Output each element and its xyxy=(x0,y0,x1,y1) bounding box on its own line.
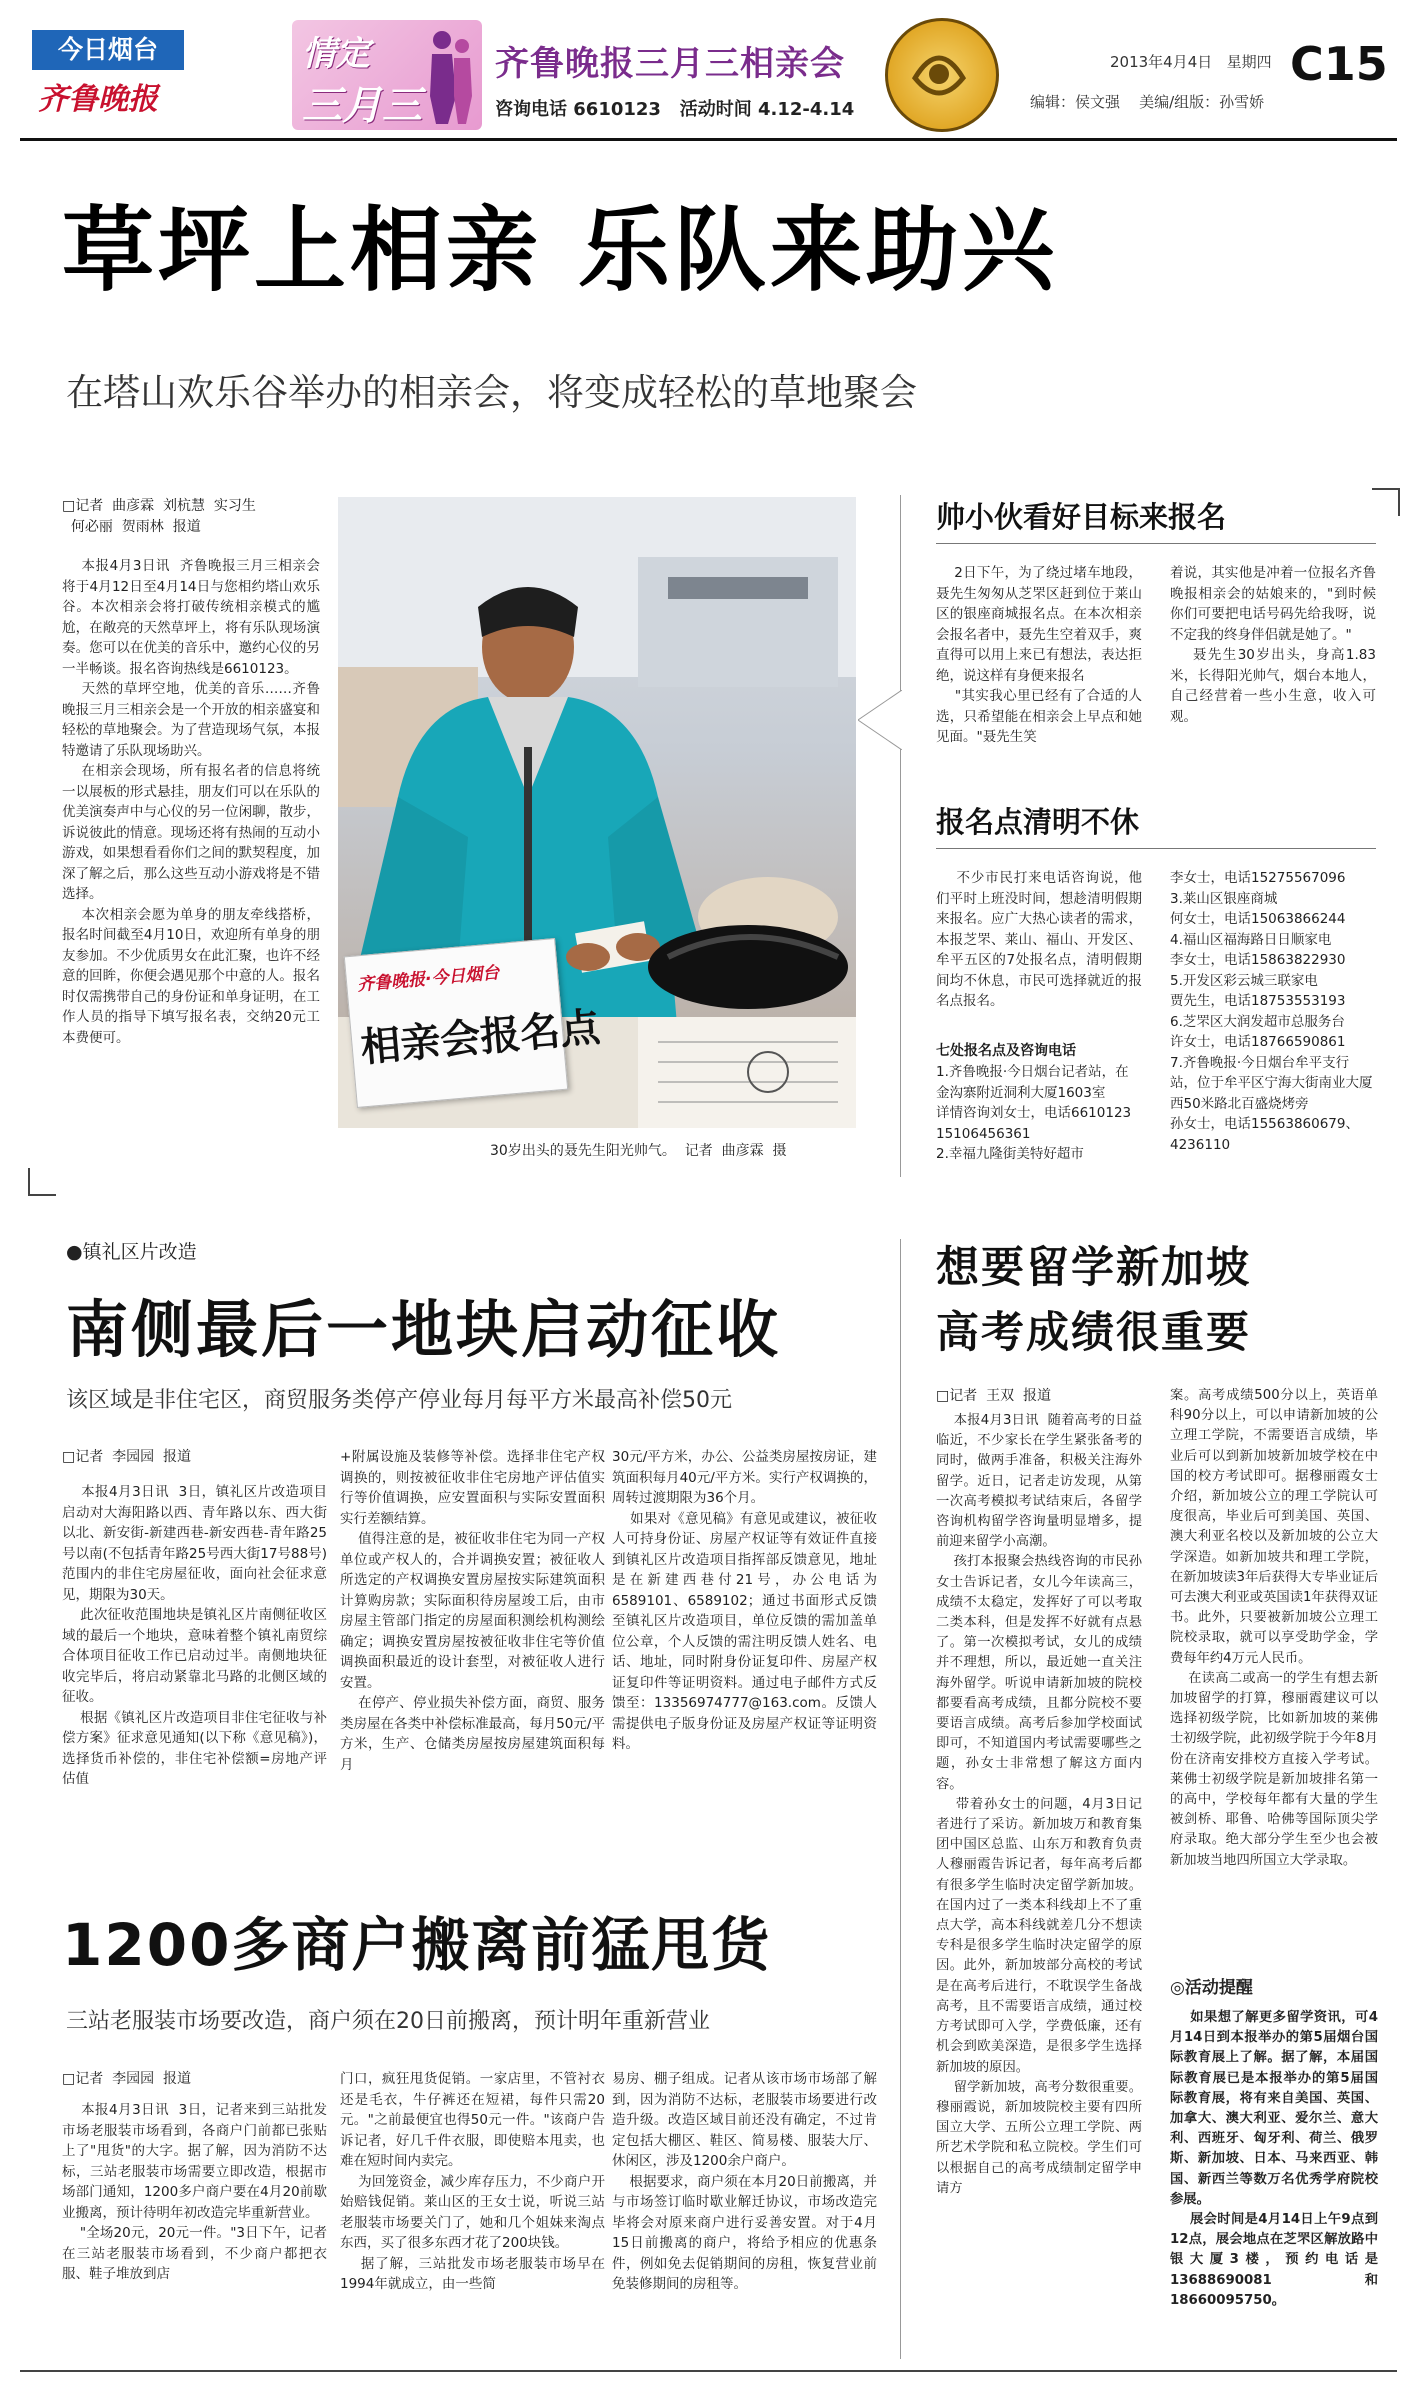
zhili-headline: 南侧最后一地块启动征收 xyxy=(66,1293,782,1366)
sidebar-divider xyxy=(900,495,901,1177)
lead-photo xyxy=(338,497,856,1128)
singapore-col2: 案。高考成绩500分以上，英语单科90分以上，可以申请新加坡的公立理工学院，不需要语言成绩，毕业后可以到新加坡新加坡学校在中国的校方考试即可。据穆丽霞女士介绍，新加坡公立的理工学院认可度很高，毕业后可到美国、英国、澳大利亚名校以及新加坡的公立大学深造。如新加坡共和理工学院，在新加坡读3年后获得大专毕业证后可去澳大利亚或英国读1年获得双证书。此外，只要被新加坡公立理工院校录取，就可以享受助学金，学费每年约4万元人民币。 在读高二或高一的学生有想去新加坡留学的打算，穆丽霞建议可以选择初级学院，比如新加坡的莱佛士初级学院，此初级学院于今年8月份在济南安排校方直接入学考试。莱佛士初级学院是新加坡排名第一的高中，学校每年都有大量的学生被剑桥、耶鲁、哈佛等国际顶尖学府录取。绝大部分学生至少也会被新加坡当地四所国立大学录取。 xyxy=(1170,1388,1378,1868)
couple-silhouette-icon xyxy=(422,26,474,126)
zhili-section-tag: ●镇礼区片改造 xyxy=(66,1241,197,1263)
lower-column-divider xyxy=(900,1239,901,2359)
event-logo-line1: 情定 xyxy=(302,34,370,74)
merchants-col1: 本报4月3日讯 3日，记者来到三站批发市场老服装市场看到，各商户门前都已张贴上了"甩货"的大字。据了解，因为消防不达标，三站老服装市场需要立即改造，根据市场部门通知，1200多户商户要在4月20前歇业搬离，预计待明年初改造完毕重新营业。 "全场20元，20元一件。"3日下午，记者在三站老服装市场看到，不少商户都把衣服、鞋子堆放到店 xyxy=(62,2102,327,2282)
sidebar2-list-col1: 1.齐鲁晚报·今日烟台记者站，在金沟寨附近洞利大厦1603室 详情咨询刘女士，电话6610123 15106456361 2.幸福九隆街美特好超市 xyxy=(936,1064,1132,1162)
merchants-col2: 门口，疯狂甩货促销。一家店里，不管衬衣还是毛衣，牛仔裤还在短裙，每件只需20元。"之前最便宜也得50元一件。"该商户告诉记者，好几千件衣服，即使赔本甩卖，也难在短时间内卖完。 为回笼资金，减少库存压力，不少商户开始赔钱促销。莱山区的王女士说，听说三站老服装市场要关门了，她和几个姐妹来淘点东西，买了很多东西才花了200块钱。 据了解，三站批发市场老服装市场早在1994年就成立，由一些简 xyxy=(340,2071,606,2292)
zhili-col1: 本报4月3日讯 3日，镇礼区片改造项目启动对大海阳路以西、青年路以东、西大街以北、新安街-新建西巷-新安西巷-青年路25号以南(不包括青年路25号西大街17号88号)范围内的非住宅房屋征收，面向社会征求意见，期限为30天。 此次征收范围地块是镇礼区片南侧征收区域的最后一个地块，意味着整个镇礼南贸综合体项目征收工作已启动过半。南侧地块征收完毕后，将启动紧靠北马路的北侧区域的征收。 根据《镇礼区片改造项目非住宅征收与补偿方案》征求意见通知(以下称《意见稿》)，选择货币补偿的，非住宅补偿额=房地产评估值 xyxy=(62,1484,328,1787)
page-bottom-rule xyxy=(20,2370,1397,2372)
zhili-subheadline: 该区域是非住宅区，商贸服务类停产停业每月每平方米最高补偿50元 xyxy=(66,1388,732,1413)
event-title: 齐鲁晚报三月三相亲会 xyxy=(495,44,845,84)
singapore-col1: 本报4月3日讯 随着高考的日益临近，不少家长在学生紧张备考的同时，做两手准备，积极关注海外留学。近日，记者走访发现，从第一次高考模拟考试结束后，各留学咨询机构留学咨询量明显增多，提前迎来留学小高潮。 孩打本报聚会热线咨询的市民孙女士告诉记者，女儿今年读高三，成绩不太稳定，发挥好了可以考取二类本科，但是发挥不好就有点悬了。第一次模拟考试，女儿的成绩并不理想，所以，最近她一直关注海外留学。听说申请新加坡的院校都要看高考成绩，且都分院校不要要语言成绩。高考后参加学校面试即可，不知道国内考试需要哪些之题，孙女士非常想了解这方面内容。 带着孙女士的问题，4月3日记者进行了采访。新加坡万和教育集团中国区总监、山东万和教育负责人穆丽霞告诉记者，每年高考后都有很多学生临时决定留学新加坡。在国内过了一类本科线却上不了重点大学，高本科线就差几分不想读专科是很多学生临时决定留学的原因。此外，新加坡部分高校的考试是在高考后进行，不耽误学生备战高考，且不需要语言成绩，通过校方考试即可入学，学费低廉，还有机会到欧美深造，是很多学生选择新加坡的原因。 留学新加坡，高考分数很重要。穆丽霞说，新加坡院校主要有四所国立大学、五所公立理工学院、两所艺术学院和私立院校。学生们可以根据自己的高考成绩制定留学申请方 xyxy=(936,1413,1142,2196)
lead-subheadline: 在塔山欢乐谷举办的相亲会，将变成轻松的草地聚会 xyxy=(66,371,917,414)
section-badge: 今日烟台 xyxy=(32,30,184,70)
issue-date: 2013年4月4日 星期四 xyxy=(1110,53,1272,71)
sidebar2-list-col2: 李女士，电话15275567096 3.莱山区银座商城 何女士，电话15063866244 4.福山区福海路日日顺家电 李女士，电话15863822930 5.开发区彩云城三联家电 贾先生，电话18753553193 6.芝罘区大润发超市总服务台 许女士，电话18766590861 7.齐鲁晚报·今日烟台牟平支行站，位于牟平区宁海大街南业大厦西50米路北百盛烧烤旁 孙女士，电话15563860679、4236110 xyxy=(1170,870,1373,1153)
zhili-byline: □记者 李园园 报道 xyxy=(62,1449,192,1465)
merchants-col3: 易房、棚子组成。记者从该市场市场部了解到，因为消防不达标，老服装市场要进行改造升级。改造区域目前还没有确定，不过肯定包括大棚区、鞋区、简易楼、服装大厅、休闲区，涉及1200余户商户。 根据要求，商户须在本月20日前搬离，并与市场签订临时歇业解迁协议，市场改造完毕将会对原来商户进行妥善安置。对于4月15日前搬离的商户，将给予相应的优惠条件，例如免去促销期间的房租，恢复营业前免装修期间的房租等。 xyxy=(612,2071,877,2292)
consult-info: 咨询电话 6610123 活动时间 4.12-4.14 xyxy=(495,99,855,120)
event-logo xyxy=(292,20,482,130)
photo-sign-line2: 相亲会报名点 xyxy=(358,1004,602,1072)
singapore-activity-tag: ◎活动提醒 xyxy=(1170,1978,1253,1998)
photo-pointer-icon xyxy=(858,690,902,750)
sidebar1-heading: 帅小伙看好目标来报名 xyxy=(936,500,1227,534)
sidebar2-heading-rule xyxy=(936,848,1376,849)
sidebar1-col1: 2日下午，为了绕过堵车地段，聂先生匆匆从芝罘区赶到位于莱山区的银座商城报名点。在本次相亲会报名者中，聂先生空着双手，爽直得可以用上来已有想法，表达拒绝，说这样有身便来报名 "其实我心里已经有了合适的人选，只希望能在相亲会上早点和她见面。"聂先生笑 xyxy=(936,565,1142,745)
photo-caption: 30岁出头的聂先生阳光帅气。 记者 曲彦霖 摄 xyxy=(490,1143,787,1159)
sidebar2-col1: 不少市民打来电话咨询说，他们平时上班没时间，想趁清明假期来报名。应广大热心读者的需求，本报芝罘、莱山、福山、开发区、牟平五区的7处报名点，清明假期间均不休息，市民可选择就近的报名点报名。 xyxy=(936,870,1142,1009)
zhili-col3: 30元/平方米，办公、公益类房屋按房证，建筑面积每月40元/平方米。实行产权调换的，周转过渡期限为36个月。 如果对《意见稿》有意见或建议，被征收人可持身份证、房屋产权证等有效证件直接到镇礼区片改造项目指挥部反馈意见，地址是在新建西巷付21号，办公电话为6589101、6589102；通过书面形式反馈至镇礼区片改造项目，单位反馈的需加盖单位公章，个人反馈的需注明反馈人姓名、电话、地址，同时附身份证复印件、房屋产权证复印件等证明资料。通过电子邮件方式反馈至：13356974777@163.com。反馈人需提供电子版身份证及房屋产权证等证明资料。 xyxy=(612,1449,878,1752)
paper-logo: 齐鲁晚报 xyxy=(38,82,158,117)
lead-headline: 草坪上相亲 乐队来助兴 xyxy=(62,197,1059,304)
singapore-headline-line2: 高考成绩很重要 xyxy=(936,1308,1251,1358)
lead-body: 本报4月3日讯 齐鲁晚报三月三相亲会将于4月12日至4月14日与您相约塔山欢乐谷。本次相亲会将打破传统相亲模式的尴尬，在敞亮的天然草坪上，将有乐队现场演奏。您可以在优美的音乐中，邀约心仪的另一半畅谈。报名咨询热线是6610123。 天然的草坪空地，优美的音乐……齐鲁晚报三月三相亲会是一个开放的相亲盛宴和轻松的草地聚会。为了营造现场气氛，本报特邀请了乐队现场助兴。 在相亲会现场，所有报名者的信息将统一以展板的形式悬挂，朋友们可以在乐队的优美演奏声中与心仪的另一位闲聊，散步，诉说彼此的情意。现场还将有热闹的互动小游戏，如果想看看你们之间的默契程度，加深了解之后，那么这些互动小游戏将是不错选择。 本次相亲会愿为单身的朋友牵线搭桥，报名时间截至4月10日，欢迎所有单身的朋友参加。不少优质男女在此汇聚，也许不经意的回眸，你便会遇见那个中意的人。报名时仅需携带自己的身份证和单身证明，在工作人员的指导下填写报名表，交纳20元工本费便可。 xyxy=(62,558,321,1046)
singapore-headline-line1: 想要留学新加坡 xyxy=(936,1243,1251,1293)
box-corner-top-right xyxy=(1372,488,1400,516)
event-emblem xyxy=(885,18,999,132)
lead-byline: □记者 曲彦霖 刘杭慧 实习生 何必丽 贺雨林 报道 xyxy=(62,498,256,535)
singapore-byline: □记者 王双 报道 xyxy=(936,1388,1052,1404)
sidebar1-col2: 着说，其实他是冲着一位报名齐鲁晚报相亲会的姑娘来的，"到时候你们可要把电话号码先给我呀，说不定我的终身伴侣就是她了。" 聂先生30岁出头，身高1.83米，长得阳光帅气，烟台本地人，自己经营着一些小生意，收入可观。 xyxy=(1170,565,1376,725)
box-corner-bottom-left xyxy=(28,1168,56,1196)
masthead-divider xyxy=(20,138,1397,141)
page-number: C15 xyxy=(1290,37,1388,91)
sidebar2-heading: 报名点清明不休 xyxy=(936,805,1140,839)
event-logo-line2: 三月三 xyxy=(302,83,422,129)
singapore-activity: 如果想了解更多留学资讯，可4月14日到本报举办的第5届烟台国际教育展上了解。据了解，本届国际教育展已是本报举办的第5届国际教育展，将有来自美国、英国、加拿大、澳大利亚、爱尔兰、意大利、西班牙、匈牙利、荷兰、俄罗斯、新加坡、日本、马来西亚、韩国、新西兰等数万名优秀学府院校参展。 展会时间是4月14日上午9点到12点，展会地点在芝罘区解放路中银大厦3楼，预约电话是13688690081和18660095750。 xyxy=(1170,2010,1378,2308)
photo-sign xyxy=(344,938,602,1108)
editors: 编辑：侯文强 美编/组版：孙雪娇 xyxy=(1030,93,1265,111)
sidebar1-heading-rule xyxy=(936,543,1376,544)
merchants-byline: □记者 李园园 报道 xyxy=(62,2071,192,2087)
emblem-swirl-icon xyxy=(885,18,993,126)
merchants-headline: 1200多商户搬离前猛甩货 xyxy=(62,1911,772,1979)
zhili-col2: +附属设施及装修等补偿。选择非住宅产权调换的，则按被征收非住宅房地产评估值实行等价值调换，应安置面积与实际安置面积实行差额结算。 值得注意的是，被征收非住宅为同一产权单位或产权人的，合并调换安置；被征收人所选定的产权调换安置房屋按实际建筑面积计算购房款；实际面积待房屋竣工后，由市房屋主管部门指定的房屋面积测绘机构测绘确定；调换安置房屋按被征收非住宅等价值调换面积最近的设计套型，对被征收人进行安置。 在停产、停业损失补偿方面，商贸、服务类房屋在各类中补偿标准最高，每月50元/平方米，生产、仓储类房屋按房屋建筑面积每月 xyxy=(340,1449,606,1773)
sidebar2-points-title: 七处报名点及咨询电话 xyxy=(936,1043,1076,1059)
merchants-subheadline: 三站老服装市场要改造，商户须在20日前搬离，预计明年重新营业 xyxy=(66,2009,710,2034)
photo-sign-line1: 齐鲁晚报·今日烟台 xyxy=(356,963,501,996)
